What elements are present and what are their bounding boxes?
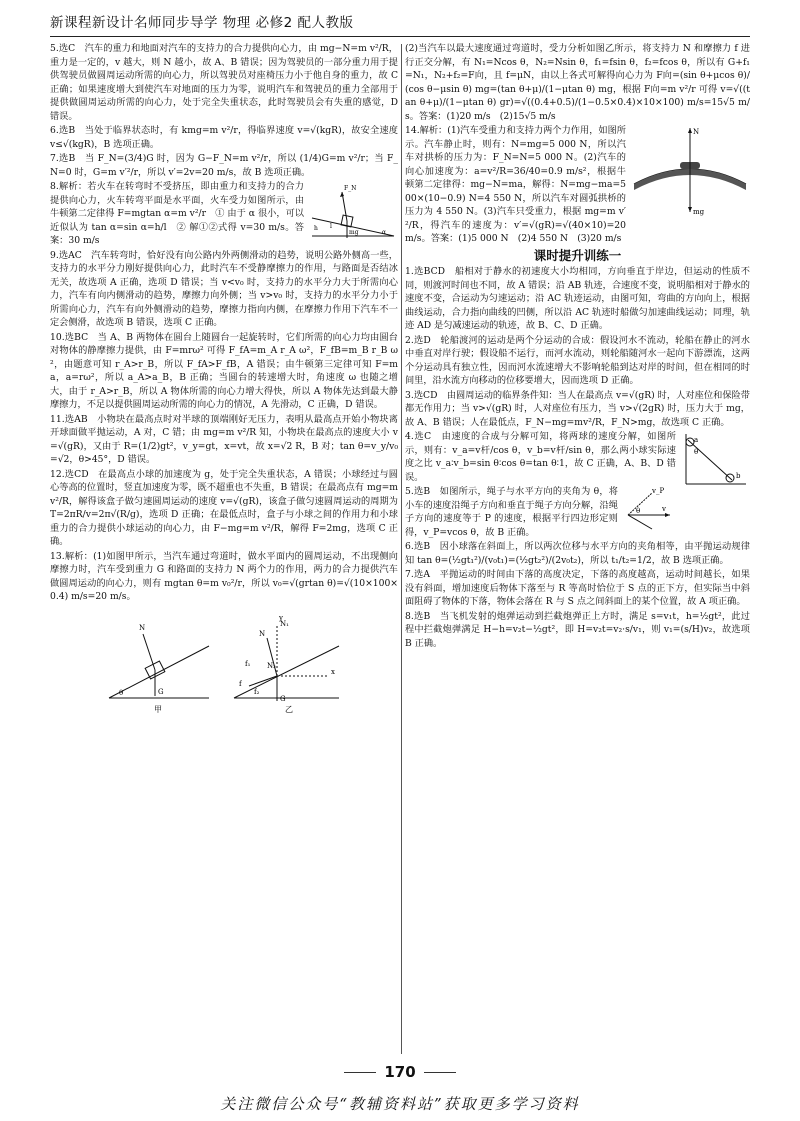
- answer-12: 12.选CD 在最高点小球的加速度为 g，处于完全失重状态，A 错误；小球经过与圆心等高的位置时，竖直加速度为零，既不超重也不失重，B 错误；在最高点有 mg=m v²/R，解得该盒子做匀速圆周运动的速度 v=√(gR)，该盒子做匀速圆周运动的周期为 T=2πR/v=2π√(R/g)，选项 D 正确；在最低点时，盒子与小球之间的作用力和小球重力的合力提供小球运动的向心力，由 F−mg=m v²/R，解得 F=2mg，选项 C 正确。: [50, 468, 398, 547]
- label-5-v: v: [662, 505, 666, 513]
- answer-13: 13.解析：(1)如图甲所示，当汽车通过弯道时，做水平面内的圆周运动，不出现侧向摩擦力时，汽车受到重力 G 和路面的支持力 N 两个力的作用，两力的合力提供汽车做圆周运动的向心力，则有 mgtan θ=m v₀²/r，所以 v₀=√(grtan θ)=√(10×100×0.4) m/s=20 m/s。: [50, 550, 398, 602]
- label-5-theta: θ: [636, 507, 641, 515]
- figure-4-rod-balls: [680, 430, 750, 488]
- label-5-vp: v_P: [652, 487, 665, 495]
- label-13b-f1: f₁: [245, 659, 251, 668]
- label-13b-N1: N₁: [280, 619, 289, 628]
- page-number-text: 170: [384, 1063, 416, 1081]
- label-4-a: a: [694, 436, 699, 444]
- answer-14: 14.解析：(1)汽车受重力和支持力两个力作用，如图所示。汽车静止时，则有：N=mg=5 000 N，所以汽车对拱桥的压力为：F_N=N=5 000 N。(2)汽车的向心加速度为：a=v²/R=36/40=0.9 m/s²，根据牛顿第二定律得：mg−N=ma，解得：N=mg−ma=500×(10−0.9) N=4 550 N，所以汽车对圆弧拱桥的压力为 4 550 N。(3)汽车只受重力，根据 mg=m v′²/R，得汽车的速度为：v′=√(gR)=√(40×10)=20 m/s。答案：(1)5 000 N (2)4 550 N (3)20 m/s: [405, 125, 626, 244]
- training-2: 2.选D 轮船渡河的运动是两个分运动的合成：假设河水不流动，轮船在静止的河水中垂直对岸行驶；假设船不运行，而河水流动，则轮船随河水一起向下游漂流，这两个分运动具有独立性，因而河水流速增大不影响轮船到达对岸的时间，但在相同的时间里，沿水流方向移动的位移要增大，因而选项 D 正确。: [405, 334, 750, 386]
- figure-8-train-incline: [308, 180, 398, 242]
- answer-13-part2: (2)当汽车以最大速度通过弯道时，受力分析如图乙所示，将支持力 N 和摩擦力 f 进行正交分解，有 N₁=Ncos θ，N₂=Nsin θ，f₁=fsin θ，f₂=fcos θ，所以有 G+f₁=N₁，N₂+f₂=F向，且 f=μN，由以上各式可解得向心力为 F向=(sin θ+μcos θ)/(cos θ−μsin θ) mg=(tan θ+μ)/(1−μtan θ) mg，根据 F向=m v²/r 可得 v=√((tan θ+μ)/(1−μtan θ) gr)=√((0.4+0.5)/(1−0.5×0.4)×10×100) m/s=15√5 m/s。答案：(1)20 m/s (2)15√5 m/s: [405, 43, 750, 122]
- training-1: 1.选BCD 船相对于静水的初速度大小均相同，方向垂直于岸边，但运动的性质不同，则渡河时间也不同，故 A 错误；沿 AB 轨迹，合速度不变，说明船相对于静水的速度不变，合运动为匀速运动；沿 AC 轨迹运动，由图可知，弯曲的方向向上，根据曲线运动，合力指向曲线的凹侧，所以沿 AC 轨迹时船做匀加速曲线运动；同理，轨迹 AD 是匀减速运动的轨迹，故 B、C、D 正确。: [405, 266, 750, 331]
- label-mg: mg: [349, 229, 359, 236]
- figure-14-car-on-bridge: [630, 124, 750, 222]
- label-13-G: G: [158, 687, 164, 696]
- training-4: 4.选C 由速度的合成与分解可知，将两球的速度分解，如图所示，则有：v_a=v杆/cos θ，v_b=v杆/sin θ，那么两小球实际速度之比 v_a∶v_b=sin θ∶cos θ=tan θ∶1，故 C 正确，A、B、D 错误。: [405, 431, 676, 483]
- label-14-N: N: [693, 128, 700, 136]
- label-yi: 乙: [285, 704, 293, 714]
- label-13b-N: N: [259, 629, 266, 638]
- column-divider: [401, 44, 402, 1054]
- label-l: l: [330, 223, 332, 230]
- answer-6: 6.选B 当处于临界状态时，有 kmg=m v²/r，得临界速度 v=√(kgR)，故安全速度 v≤√(kgR)，B 选项正确。: [50, 125, 398, 150]
- figure-5-velocity-decomposition: [622, 485, 676, 531]
- label-13b-f2: f₂: [254, 687, 260, 696]
- label-13b-y: y: [279, 613, 283, 622]
- header-title: 新课程新设计名师同步导学 物理 必修2 配人教版: [50, 15, 354, 31]
- right-column: [405, 42, 750, 651]
- training-6: 6.选B 因小球落在斜面上，所以两次位移与水平方向的夹角相等，由平抛运动规律知 tan θ=(½gt₁²)/(v₀t₁)=(½gt₂²)/(2v₀t₂)，所以 t₁/t₂=1/2，故 B 选项正确。: [405, 541, 750, 566]
- label-13-N: N: [139, 623, 146, 632]
- page-number: [0, 1063, 800, 1081]
- figure-13-car-on-slope: [99, 606, 349, 716]
- label-alpha: α: [382, 229, 387, 236]
- answer-8: 8.解析：若火车在转弯时不受挤压，即由重力和支持力的合力提供向心力，火车转弯平面是水平面，火车受力如图所示，由牛顿第二定律得 F=mgtan α=m v²/r ① 由于 α 很小，可以近似认为 tan α=sin α=h/l ② 解①②式得 v=30 m/s。答案：30 m/s: [50, 181, 304, 246]
- label-4-theta: θ: [694, 448, 699, 456]
- training-3: 3.选CD 由圆周运动的临界条件知：当人在最高点 v=√(gR) 时，人对座位和保险带都无作用力；当 v>√(gR) 时，人对座位有压力，当 v>√(2gR) 时，压力大于 mg，故 A、B 错误；人在最低点，F_N−mg=mv²/R，F_N>mg，故选项 C 正确。: [405, 389, 750, 428]
- label-h: h: [314, 225, 318, 232]
- label-jia: 甲: [154, 704, 162, 714]
- label-fn: F_N: [344, 185, 357, 192]
- label-13b-x: x: [331, 667, 335, 676]
- answer-5: 5.选C 汽车的重力和地面对汽车的支持力的合力提供向心力，由 mg−N=m v²/R，重力是一定的，v 越大，则 N 越小，故 A、B 错误；因为驾驶员的一部分重力用于提供驾驶员做圆周运动所需的向心力，所以驾驶员对座椅压力小于他自身的重力，故 C 正确；如果速度增大到使汽车对地面的压力为零，说明汽车和驾驶员的重力全部用于提供做圆周运动所需的向心力，处于完全失重状态，此时驾驶员会有失重的感觉，D 错误。: [50, 43, 398, 122]
- answer-7: 7.选B 当 F_N=(3/4)G 时，因为 G−F_N=m v²/r，所以 (1/4)G=m v²/r；当 F_N=0 时，G=m v′²/r，所以 v′=2v=20 m/s，故 B 选项正确。: [50, 153, 398, 178]
- label-13-theta: θ: [119, 688, 124, 697]
- training-5: 5.选B 如图所示，绳子与水平方向的夹角为 θ，将小车的速度沿绳子方向和垂直于绳子方向分解，沿绳子方向的速度等于 P 的速度，根据平行四边形定则得，v_P=vcos θ，故 B 正确。: [405, 486, 618, 538]
- training-7: 7.选A 平抛运动的时间由下落的高度决定，下落的高度越高，运动时间越长，如果没有斜面，增加速度后物体下落至与 R 等高时恰位于 S 点的正下方，但实际当中斜面阻碍了物体的下落，物体会落在 R 与 S 点之间斜面上的某个位置，故 A 项正确。: [405, 569, 750, 607]
- answer-9: 9.选AC 汽车转弯时，恰好没有向公路内外两侧滑动的趋势，说明公路外侧高一些，支持力的水平分力刚好提供向心力，此时汽车不受静摩擦力的作用，与路面是否结冰无关，故选项 A 正确，选项 D 错误；当 v<v₀ 时，支持力的水平分力大于所需向心力，汽车有向内侧滑动的趋势，摩擦力向外侧；当 v>v₀ 时，支持力的水平分力小于所需向心力，汽车有向外侧滑动的趋势，摩擦力指向内侧，在摩擦力作用下汽车不一定会侧滑，故选项 B 错误，选项 C 正确。: [50, 249, 398, 328]
- label-4-b: b: [736, 472, 741, 480]
- label-13b-f: f: [239, 679, 242, 688]
- left-column: [50, 42, 398, 718]
- label-13b-G: G: [280, 694, 286, 703]
- training-8: 8.选B 当飞机发射的炮弹运动到拦截炮弹正上方时，满足 s=v₁t，h=½gt²，此过程中拦截炮弹满足 H−h=v₂t−½gt²，即 H=v₂t=v₂·s/v₁，则 v₁=(s/H)v₂，故选项 B 正确。: [405, 610, 750, 649]
- footer-note: 关注微信公众号“教辅资料站”获取更多学习资料: [220, 1095, 580, 1113]
- label-14-mg: mg: [693, 208, 705, 216]
- page-header: [50, 10, 750, 37]
- label-13b-N2: N₂: [267, 661, 276, 670]
- answer-10: 10.选BC 当 A、B 两物体在圆台上随圆台一起旋转时，它们所需的向心力均由圆台对物体的静摩擦力提供，由 F=mrω² 可得 F_fA=m_A r_A ω²，F_fB=m_B r_B ω²，由题意可知 r_A>r_B，所以 F_fA>F_fB，A 错误；由牛顿第三定律可知 F=ma，a=rω²，所以 a_A>a_B，B 正确；当圆台的转速增大时，角速度 ω 也随之增大，由于 r_A>r_B，所以 A 物体所需的向心力增大得快，所以 A 物体先达到最大静摩擦力，不足以提供圆周运动所需的向心力的情况，A 先滑动，C 正确，D 错误。: [50, 331, 398, 410]
- answer-11: 11.选AB 小物块在最高点时对半球的顶端刚好无压力，表明从最高点开始小物块离开球面做平抛运动，A 对，C 错；由 mg=m v²/R 知，小物块在最高点的速度大小 v=√(gR)，又由于 R=(1/2)gt²，v_y=gt，x=vt，故 x=√2 R，B 对；tan θ=v_y/v₀=√2，θ>45°，D 错误。: [50, 413, 398, 465]
- section-title: 课时提升训练一: [533, 247, 622, 263]
